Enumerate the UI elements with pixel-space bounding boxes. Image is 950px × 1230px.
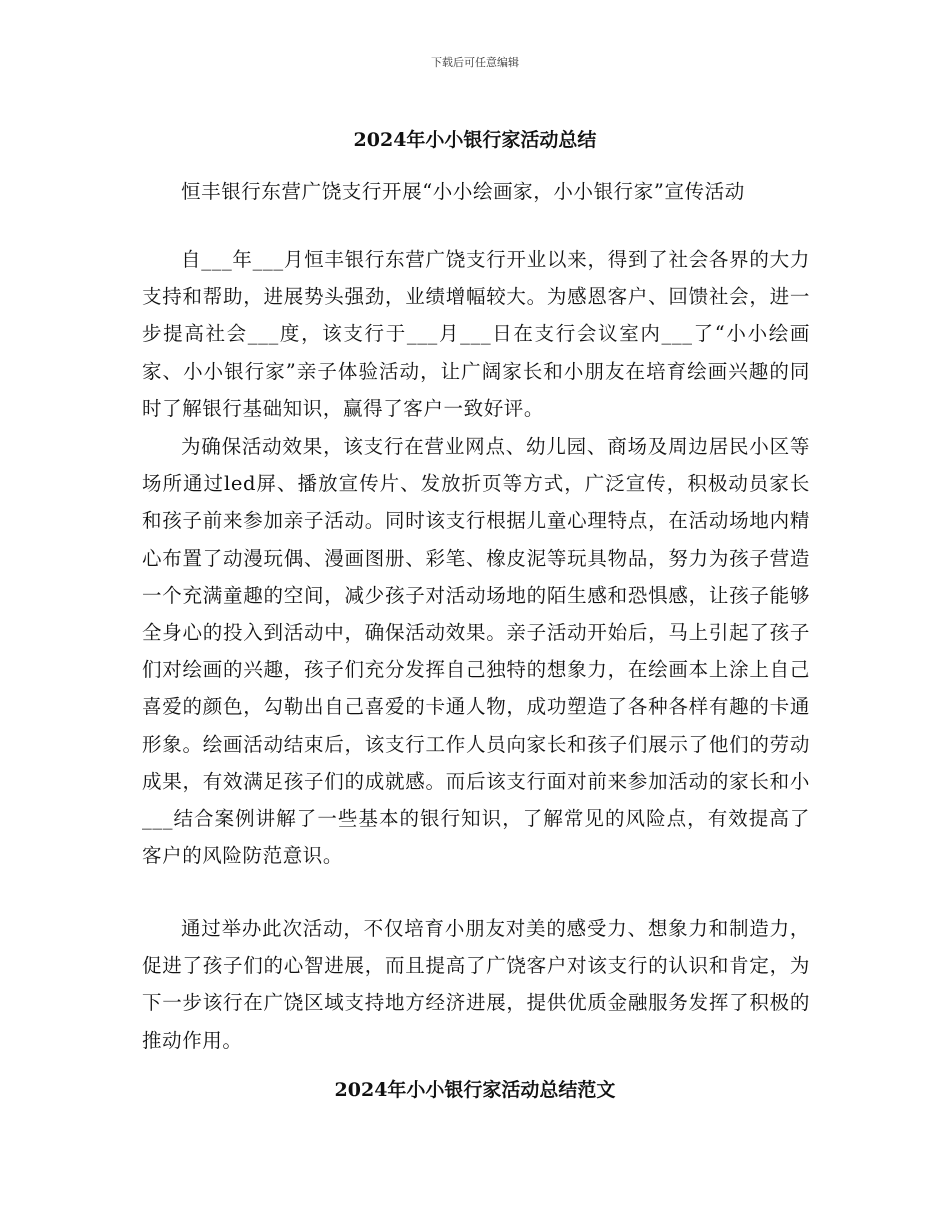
paragraph-text: 通过举办此次活动，不仅培育小朋友对美的感受力、想象力和制造力，促进了孩子们的心智进展，而且提高了广饶客户对该支行的认识和肯定，为下一步该行在广饶区域支持地方经济进展，提供优质金融服务发挥了积极的推动作用。	[142, 917, 810, 1052]
paragraph-intro	[142, 241, 810, 427]
paragraph-subtitle	[142, 173, 810, 210]
header-note: 下载后可任意编辑	[431, 56, 519, 69]
paragraph-text: 自___年___月恒丰银行东营广饶支行开业以来，得到了社会各界的大力支持和帮助，进展势头强劲，业绩增幅较大。为感恩客户、回馈社会，进一步提高社会___度，该支行于___月___日在支行会议室内___了“小小绘画家、小小银行家”亲子体验活动，让广阔家长和小朋友在培育绘画兴趣的同时了解银行基础知识，赢得了客户一致好评。	[142, 248, 810, 420]
paragraph-text: 恒丰银行东营广饶支行开展“小小绘画家，小小银行家”宣传活动	[181, 180, 745, 203]
paragraph-text: 为确保活动效果，该支行在营业网点、幼儿园、商场及周边居民小区等场所通过led屏、播放宣传片、发放折页等方式，广泛宣传，积极动员家长和孩子前来参加亲子活动。同时该支行根据儿童心理特点，在活动场地内精心布置了动漫玩偶、漫画图册、彩笔、橡皮泥等玩具物品，努力为孩子营造一个充满童趣的空间，减少孩子对活动场地的陌生感和恐惧感，让孩子能够全身心的投入到活动中，确保活动效果。亲子活动开始后，马上引起了孩子们对绘画的兴趣，孩子们充分发挥自己独特的想象力，在绘画本上涂上自己喜爱的颜色，勾勒出自己喜爱的卡通人物，成功塑造了各种各样有趣的卡通形象。绘画活动结束后，该支行工作人员向家长和孩子们展示了他们的劳动成果，有效满足孩子们的成就感。而后该支行面对前来参加活动的家长和小___结合案例讲解了一些基本的银行知识，了解常见的风险点，有效提高了客户的风险防范意识。	[142, 435, 810, 868]
paragraph-activities	[142, 428, 810, 874]
paragraph-conclusion	[142, 910, 810, 1059]
next-section-title: 2024年小小银行家活动总结范文	[334, 1079, 616, 1101]
document-title: 2024年小小银行家活动总结	[353, 129, 597, 151]
